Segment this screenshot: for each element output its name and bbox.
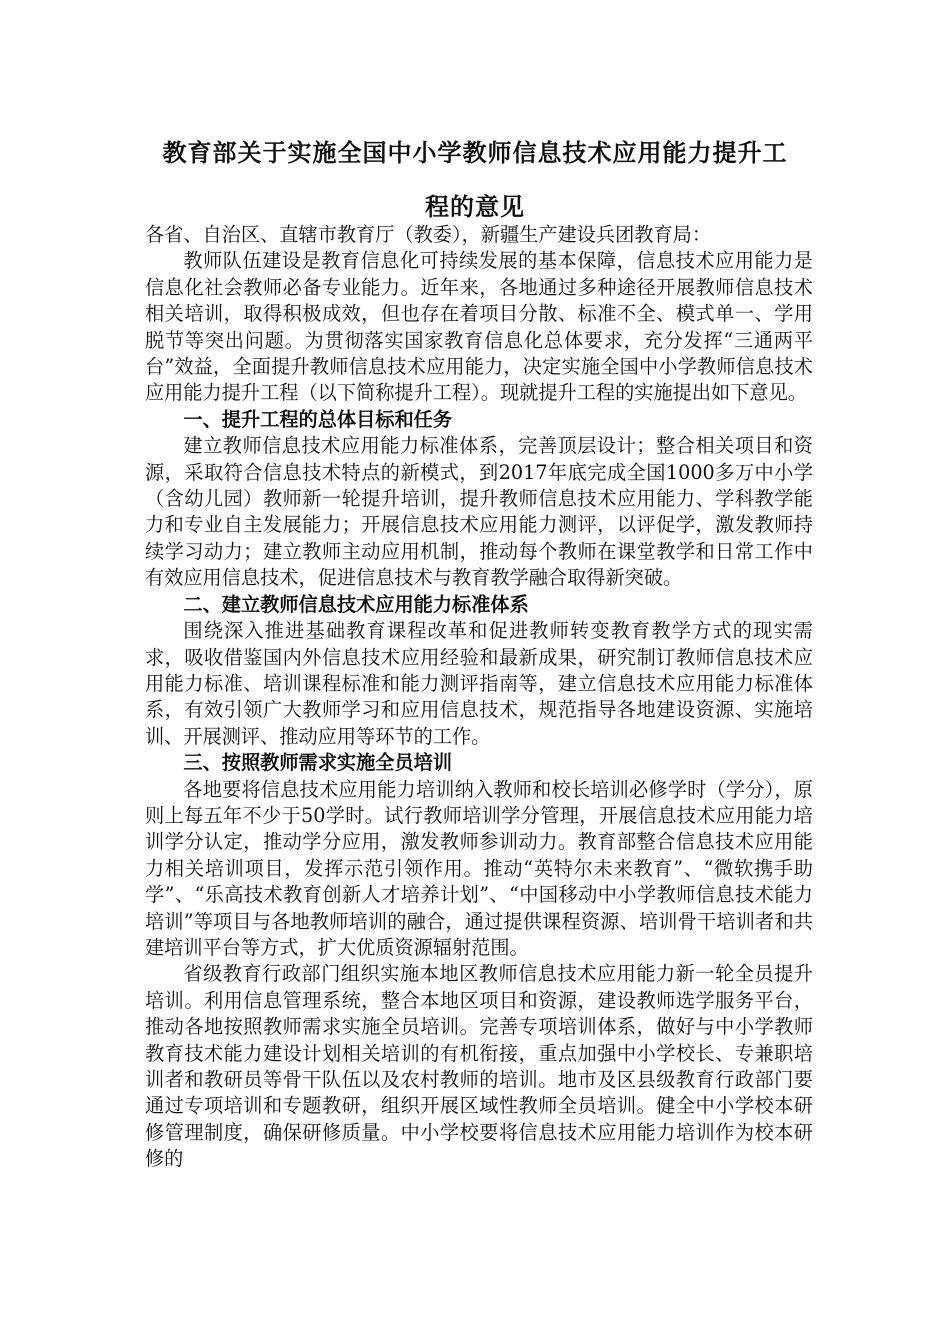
title-line-2: 程的意见: [425, 192, 525, 221]
document-title: [145, 126, 805, 234]
section-3-heading: 三、按照教师需求实施全员培训: [183, 751, 453, 775]
title-line-1: 教育部关于实施全国中小学教师信息技术应用能力提升工: [162, 138, 788, 167]
section-3-paragraph-1: 各地要将信息技术应用能力培训纳入教师和校长培训必修学时（学分），原则上每五年不少于50学时。试行教师培训学分管理，开展信息技术应用能力培训学分认定，推动学分应用，激发教师参训动力。教育部整合信息技术应用能力相关培训项目，发挥示范引领作用。推动“英特尔未来教育”、“微软携手助学”、“乐高技术教育创新人才培养计划”、“中国移动中小学教师信息技术能力培训”等项目与各地教师培训的融合，通过提供课程资源、培训骨干培训者和共建培训平台等方式，扩大优质资源辐射范围。: [145, 777, 813, 959]
intro-paragraph: 教师队伍建设是教育信息化可持续发展的基本保障，信息技术应用能力是信息化社会教师必备专业能力。近年来，各地通过多种途径开展教师信息技术相关培训，取得积极成效，但也存在着项目分散、标准不全、模式单一、学用脱节等突出问题。为贯彻落实国家教育信息化总体要求，充分发挥“三通两平台”效益，全面提升教师信息技术应用能力，决定实施全国中小学教师信息技术应用能力提升工程（以下简称提升工程）。现就提升工程的实施提出如下意见。: [145, 249, 813, 405]
section-1-heading: 一、提升工程的总体目标和任务: [183, 407, 453, 431]
section-2-paragraph: 围绕深入推进基础教育课程改革和促进教师转变教育教学方式的现实需求，吸收借鉴国内外信息技术应用经验和最新成果，研究制订教师信息技术应用能力标准、培训课程标准和能力测评指南等，建立信息技术应用能力标准体系，有效引领广大教师学习和应用信息技术，规范指导各地建设资源、实施培训、开展测评、推动应用等环节的工作。: [145, 619, 813, 748]
section-2-heading: 二、建立教师信息技术应用能力标准体系: [183, 592, 529, 616]
section-1-paragraph: 建立教师信息技术应用能力标准体系，完善顶层设计；整合相关项目和资源，采取符合信息技术特点的新模式，到2017年底完成全国1000多万中小学（含幼儿园）教师新一轮提升培训，提升教师信息技术应用能力、学科教学能力和专业自主发展能力；开展信息技术应用能力测评，以评促学，激发教师持续学习动力；建立教师主动应用机制，推动每个教师在课堂教学和日常工作中有效应用信息技术，促进信息技术与教育教学融合取得新突破。: [145, 434, 813, 590]
salutation: 各省、自治区、直辖市教育厅（教委），新疆生产建设兵团教育局：: [145, 223, 712, 246]
document-body: [145, 222, 813, 1173]
section-3-paragraph-2: 省级教育行政部门组织实施本地区教师信息技术应用能力新一轮全员提升培训。利用信息管理系统，整合本地区项目和资源，建设教师选学服务平台，推动各地按照教师需求实施全员培训。完善专项培训体系，做好与中小学教师教育技术能力建设计划相关培训的有机衔接，重点加强中小学校长、专兼职培训者和教研员等骨干队伍以及农村教师的培训。地市及区县级教育行政部门要通过专项培训和专题教研，组织开展区域性教师全员培训。健全中小学校本研修管理制度，确保研修质量。中小学校要将信息技术应用能力培训作为校本研修的: [145, 962, 813, 1171]
